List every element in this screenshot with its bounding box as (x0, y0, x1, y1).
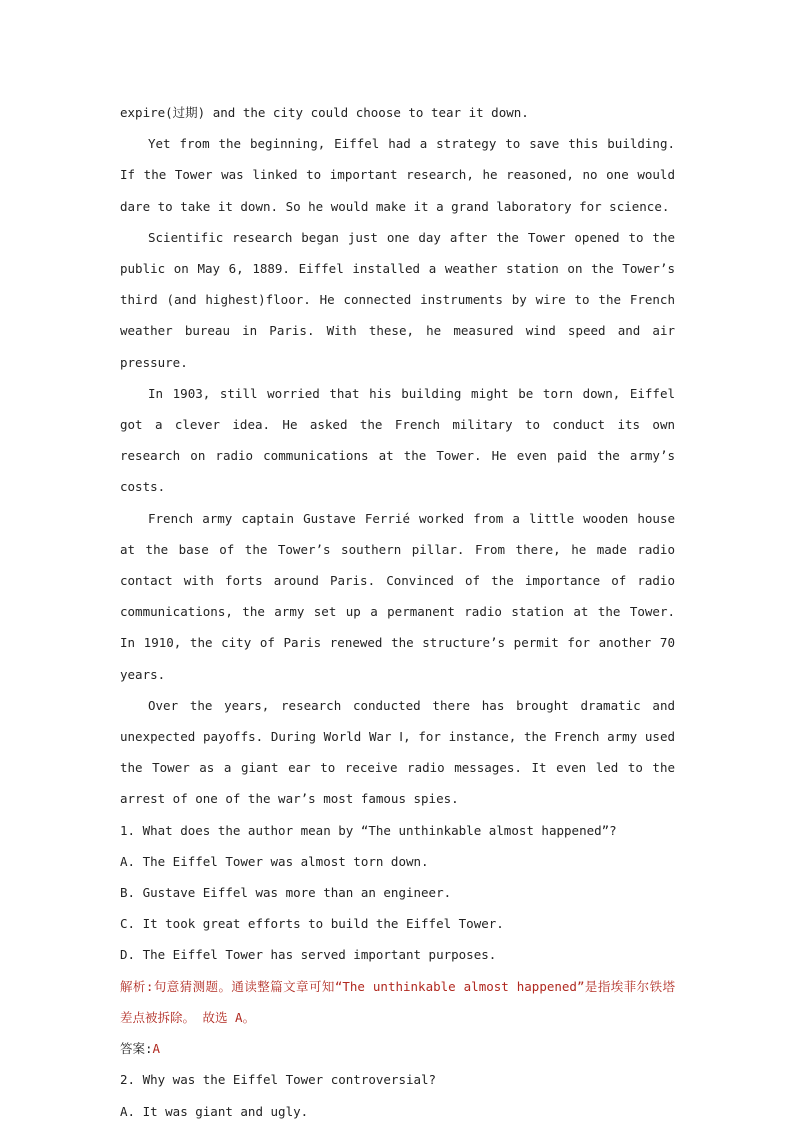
question-2-stem: 2. Why was the Eiffel Tower controversial? (120, 1072, 437, 1088)
paragraph-1: expire(过期) and the city could choose to tear it down. (120, 105, 529, 120)
paragraph-2: Yet from the beginning, Eiffel had a strategy to save this building. If the Tower was linked to important research, he reasoned, no one would dare to take it down. So he would make it a grand laboratory for science. (120, 136, 675, 214)
answer-label: 答案: (120, 1041, 153, 1057)
question-1-stem: 1. What does the author mean by “The unthinkable almost happened”? (120, 822, 617, 838)
paragraph-5: French army captain Gustave Ferrié worked from a little wooden house at the base of the Tower’s southern pillar. From there, he made radio contact with forts around Paris. Convinced of the importance of radio communications, the army set up a permanent radio station at the Tower. In 1910, the city of Paris renewed the structure’s permit for another 70 years. (120, 510, 675, 682)
question-1-analysis: 解析:句意猜测题。通读整篇文章可知“The unthinkable almost happened”是指埃菲尔铁塔差点被拆除。 故选 A。 (120, 978, 675, 1025)
paragraph-3: Scientific research began just one day after the Tower opened to the public on May 6, 1889. Eiffel installed a weather station on the Tower’s third (and highest)floor. He connected instruments by wire to the French weather bureau in Paris. With these, he measured wind speed and air pressure. (120, 229, 675, 370)
question-1-option-c: C. It took great efforts to build the Eiffel Tower. (120, 916, 504, 932)
question-1-option-a: A. The Eiffel Tower was almost torn down. (120, 853, 429, 869)
question-1-option-d: D. The Eiffel Tower has served important purposes. (120, 947, 497, 963)
document-page (120, 97, 675, 1127)
paragraph-4: In 1903, still worried that his building might be torn down, Eiffel got a clever idea. He asked the French military to conduct its own research on radio communications at the Tower. He even paid the army’s costs. (120, 385, 675, 495)
question-2-option-a: A. It was giant and ugly. (120, 1103, 309, 1119)
question-1-option-b: B. Gustave Eiffel was more than an engineer. (120, 885, 452, 901)
answer-value: A (152, 1041, 161, 1057)
paragraph-6: Over the years, research conducted there has brought dramatic and unexpected payoffs. During World War Ⅰ, for instance, the French army used the Tower as a giant ear to receive radio messages. It even led to the arrest of one of the war’s most famous spies. (120, 697, 675, 807)
question-1-answer (120, 1033, 675, 1064)
